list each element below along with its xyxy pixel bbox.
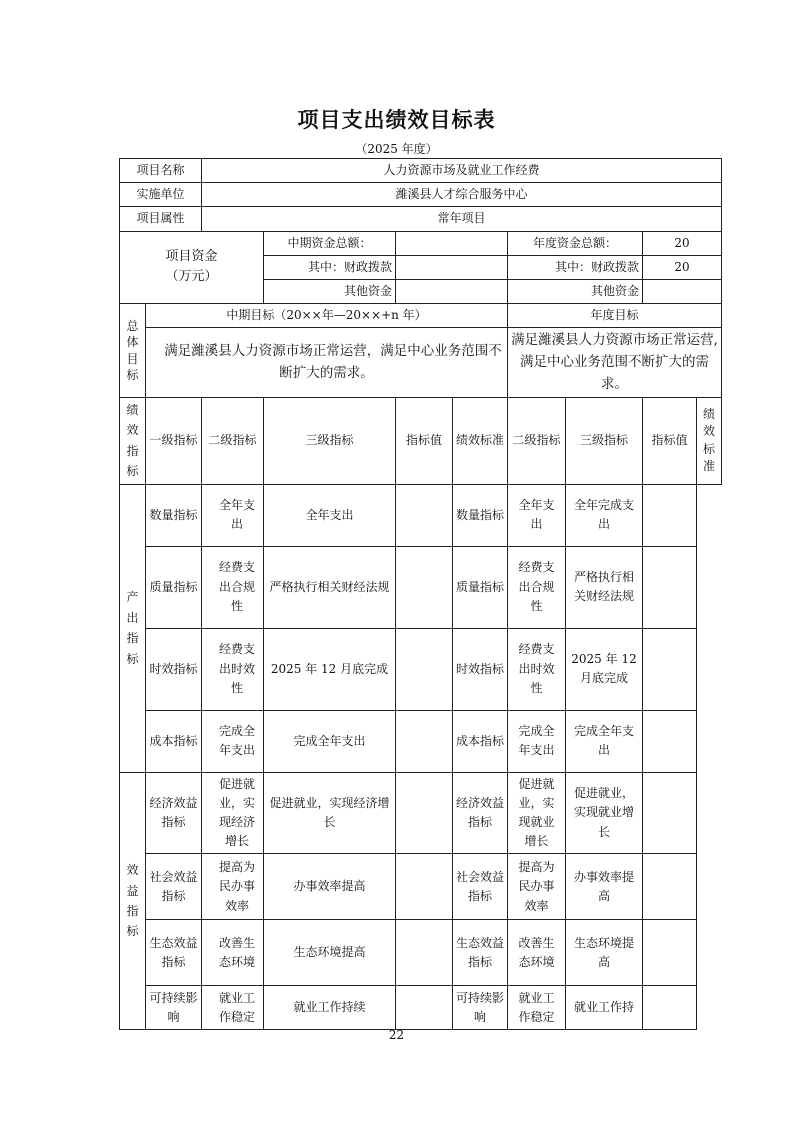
header-standard: 绩效标准 (453, 398, 508, 485)
annual-indicator-standard (643, 546, 697, 628)
performance-target-table (119, 158, 722, 1030)
annual-other-label: 其他资金 (508, 279, 643, 303)
level2-indicator: 时效指标 (146, 628, 202, 710)
annual-indicator-value: 2025 年 12 月底完成 (566, 628, 643, 710)
annual-header-level3: 三级指标 (566, 398, 643, 485)
indicator-row (120, 628, 722, 710)
indicator-standard (396, 484, 453, 546)
indicator-standard (396, 546, 453, 628)
annual-level2-indicator: 数量指标 (453, 484, 508, 546)
annual-level2-indicator: 质量指标 (453, 546, 508, 628)
annual-level3-indicator: 提高为民办事效率 (508, 854, 566, 920)
mid-fiscal-label: 其中：财政拨款 (264, 255, 396, 279)
indicator-standard (396, 710, 453, 772)
annual-header-standard: 绩效标准 (697, 398, 722, 485)
annual-level3-indicator: 就业工作稳定 (508, 986, 566, 1030)
performance-indicators-label: 绩效指标 (120, 398, 146, 485)
annual-indicator-value: 严格执行相关财经法规 (566, 546, 643, 628)
unit-value: 濰溪县人才综合服务中心 (202, 183, 722, 207)
annual-indicator-standard (643, 986, 697, 1030)
header-level2: 二级指标 (202, 398, 264, 485)
indicator-value: 全年支出 (264, 484, 396, 546)
annual-level3-indicator: 全年支出 (508, 484, 566, 546)
level3-indicator: 经费支出合规性 (202, 546, 264, 628)
indicator-row (120, 484, 722, 546)
annual-indicator-value: 完成全年支出 (566, 710, 643, 772)
mid-target-text: 满足濰溪县人力资源市场正常运营，满足中心业务范围不断扩大的需求。 (146, 328, 508, 398)
annual-indicator-standard (643, 628, 697, 710)
annual-indicator-standard (643, 772, 697, 854)
indicator-value: 生态环境提高 (264, 920, 396, 986)
level3-indicator: 改善生态环境 (202, 920, 264, 986)
annual-level3-indicator: 经费支出合规性 (508, 546, 566, 628)
level2-indicator: 数量指标 (146, 484, 202, 546)
annual-indicator-standard (643, 920, 697, 986)
annual-header-level2: 二级指标 (508, 398, 566, 485)
annual-level2-indicator: 经济效益指标 (453, 772, 508, 854)
mid-other-value (396, 279, 508, 303)
annual-indicator-value: 办事效率提高 (566, 854, 643, 920)
level2-indicator: 生态效益指标 (146, 920, 202, 986)
overall-target-label: 总体目标 (120, 304, 146, 398)
annual-fiscal-value: 20 (643, 255, 722, 279)
annual-indicator-standard (643, 484, 697, 546)
header-level3: 三级指标 (264, 398, 396, 485)
annual-level2-indicator: 时效指标 (453, 628, 508, 710)
project-funds-label (120, 231, 264, 304)
annual-indicator-value: 生态环境提高 (566, 920, 643, 986)
level2-indicator: 经济效益指标 (146, 772, 202, 854)
annual-total-label: 年度资金总额： (508, 231, 643, 255)
header-value: 指标值 (396, 398, 453, 485)
page-number: 22 (388, 1028, 405, 1042)
project-name-value: 人力资源市场及就业工作经费 (202, 159, 722, 183)
project-funds-title: 项目资金 (165, 248, 218, 264)
level3-indicator: 提高为民办事效率 (202, 854, 264, 920)
mid-total-label: 中期资金总额： (264, 231, 396, 255)
indicator-value: 促进就业，实现经济增长 (264, 772, 396, 854)
annual-total-value: 20 (643, 231, 722, 255)
annual-target-header: 年度目标 (508, 304, 722, 328)
annual-indicator-standard (643, 854, 697, 920)
annual-fiscal-label: 其中：财政拨款 (508, 255, 643, 279)
indicator-row (120, 772, 722, 854)
annual-level3-indicator: 经费支出时效性 (508, 628, 566, 710)
indicator-standard (396, 772, 453, 854)
indicator-value: 办事效率提高 (264, 854, 396, 920)
annual-indicator-value: 就业工作持 (566, 986, 643, 1030)
mid-target-header: 中期目标（20××年—20××+n 年） (146, 304, 508, 328)
level2-indicator: 可持续影响 (146, 986, 202, 1030)
indicator-standard (396, 986, 453, 1030)
level2-indicator: 成本指标 (146, 710, 202, 772)
annual-other-value (643, 279, 722, 303)
page-title: 项目支出绩效目标表 (297, 108, 496, 132)
mid-total-value (396, 231, 508, 255)
indicator-row (120, 854, 722, 920)
indicator-value: 2025 年 12 月底完成 (264, 628, 396, 710)
level3-indicator: 完成全年支出 (202, 710, 264, 772)
indicator-value: 严格执行相关财经法规 (264, 546, 396, 628)
annual-level2-indicator: 生态效益指标 (453, 920, 508, 986)
annual-level3-indicator: 促进就业，实现就业增长 (508, 772, 566, 854)
annual-level2-indicator: 社会效益指标 (453, 854, 508, 920)
annual-level2-indicator: 成本指标 (453, 710, 508, 772)
indicator-row (120, 986, 722, 1030)
project-name-label: 项目名称 (120, 159, 202, 183)
annual-level3-indicator: 改善生态环境 (508, 920, 566, 986)
header-level1: 一级指标 (146, 398, 202, 485)
level3-indicator: 就业工作稳定 (202, 986, 264, 1030)
indicator-standard (396, 920, 453, 986)
indicator-row (120, 546, 722, 628)
level3-indicator: 全年支出 (202, 484, 264, 546)
attribute-label: 项目属性 (120, 207, 202, 231)
project-funds-unit: （万元） (165, 269, 218, 285)
annual-target-text: 满足濰溪县人力资源市场正常运营,满足中心业务范围不断扩大的需求。 (508, 328, 722, 398)
indicator-value: 就业工作持续 (264, 986, 396, 1030)
annual-level2-indicator: 可持续影响 (453, 986, 508, 1030)
mid-fiscal-value (396, 255, 508, 279)
mid-other-label: 其他资金 (264, 279, 396, 303)
level2-indicator: 质量指标 (146, 546, 202, 628)
annual-indicator-value: 促进就业，实现就业增长 (566, 772, 643, 854)
indicator-row (120, 920, 722, 986)
unit-label: 实施单位 (120, 183, 202, 207)
level2-indicator: 社会效益指标 (146, 854, 202, 920)
indicator-standard (396, 628, 453, 710)
attribute-value: 常年项目 (202, 207, 722, 231)
annual-indicator-value: 全年完成支出 (566, 484, 643, 546)
annual-level3-indicator: 完成全年支出 (508, 710, 566, 772)
fiscal-year: （2025 年度） (355, 142, 438, 156)
annual-indicator-standard (643, 710, 697, 772)
indicator-row (120, 710, 722, 772)
annual-header-value: 指标值 (643, 398, 697, 485)
level1-indicator: 产出指标 (120, 484, 146, 772)
level3-indicator: 促进就业，实现经济增长 (202, 772, 264, 854)
indicator-value: 完成全年支出 (264, 710, 396, 772)
indicator-standard (396, 854, 453, 920)
level3-indicator: 经费支出时效性 (202, 628, 264, 710)
level1-indicator: 效益指标 (120, 772, 146, 1030)
